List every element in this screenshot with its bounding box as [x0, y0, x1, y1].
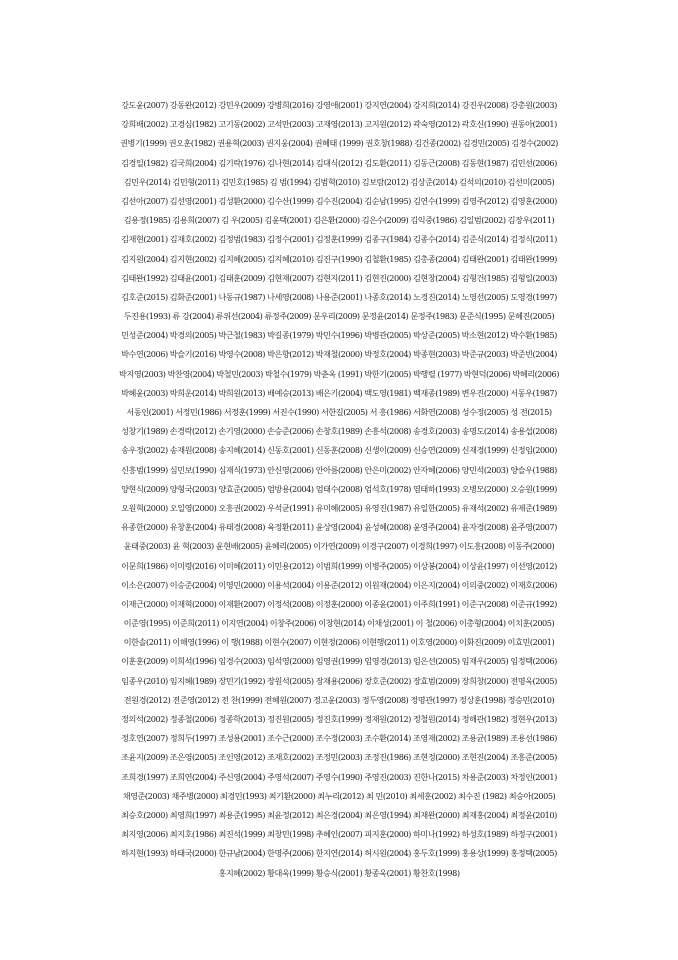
name-list-line: 김지원(2004) 김지현(2002) 김지혜(2005) 김지혜(2010) 김진구(1990) 김철환(1985) 김총종(2004) 김태완(2001) 김태완(1999) [121, 253, 557, 264]
name-list-line: 강도윤(2007) 강동완(2012) 강민우(2009) 강병희(2016) 강영애(2001) 강지연(2004) 강지희(2014) 강진우(2008) 강총원(2003) [121, 100, 557, 110]
name-list-line: 김민우(2014) 김민형(2011) 김민호(1985) 김 범(1994) 김범혁(2010) 김보람(2012) 김상준(2014) 김석의(2010) 김선미(2005) [123, 176, 555, 187]
name-list-line: 하지현(1993) 하태국(2000) 한규남(2004) 한명주(2006) 한지연(2014) 허시원(2004) 홍두호(1999) 홍용상(1999) 홍정택(2005) [121, 848, 557, 859]
name-list-line: 김경일(1982) 김국희(2004) 김기락(1976) 김나현(2014) 김대식(2012) 김도환(2011) 김동근(2008) 김동현(1987) 김민선(2006) [121, 157, 557, 168]
name-list-line: 성창기(1989) 손경락(2012) 손기영(2000) 손승준(2006) 손창호(1989) 손흥석(2008) 송경호(2003) 송명도(2014) 송용섭(2008) [121, 426, 557, 437]
name-list-line: 이재근(2000) 이재혁(2000) 이재환(2007) 이정석(2008) 이정훈(2000) 이종윤(2001) 이주희(1991) 이준구(2008) 이준규(1992) [121, 598, 557, 609]
name-list-line: 김선아(2007) 김선영(2001) 김성환(2000) 김수산(1999) 김수진(2004) 김순남(1995) 김연수(1999) 김영주(2012) 김영훈(2000) [121, 195, 557, 206]
name-list-line: 전원경(2012) 전준영(2012) 전 찬(1999) 전혜원(2007) 정고윤(2003) 정두영(2008) 정명관(1997) 정상훈(1998) 정승민(2010) [123, 694, 555, 705]
name-list-line: 이훈훈(2009) 이희석(1996) 임경수(2003) 임석영(2000) 임영권(1999) 임영경(2013) 임은선(2005) 임재우(2005) 임정택(2006) [121, 656, 557, 667]
name-list-line: 두진용(1993) 류 강(2004) 류위선(2004) 류정주(2009) 문우리(2009) 문정윤(2014) 문정주(1983) 문준식(1995) 문혜진(2005) [123, 311, 555, 322]
name-list-line: 박지영(2003) 박찬영(2004) 박철민(2003) 박철수(1979) 박춘옥 (1991) 박한기(2005) 박행렬 (1977) 박현덕(2006) 박혜리(2006) [119, 368, 559, 379]
name-list-line: 김호준(2015) 김화준(2001) 나동규(1987) 나세영(2008) 나용준(2001) 나종호(2014) 노경진(2014) 노영선(2005) 도영경(1997) [121, 291, 557, 302]
name-list-line: 최지영(2006) 최지호(1986) 최진석(1999) 최창민(1998) 추혜인(2007) 피지훈(2000) 하미나(1992) 하성호(1989) 하정구(2001) [121, 829, 557, 840]
name-list-line: 김태완(1992) 김태윤(2001) 김태훈(2009) 김현재(2007) 김현지(2011) 김현진(2000) 김현창(2004) 김형건(1985) 김형일(2003) [121, 272, 557, 283]
name-list-line: 김재현(2001) 김재호(2002) 김정범(1983) 김정수(2001) 김정훈(1999) 김종구(1984) 김종수(2014) 김준식(2014) 김정식(2011) [121, 234, 557, 245]
name-list-line: 이문희(1986) 이미령(2016) 이미혜(2011) 이민용(2012) 이범희(1999) 이병주(2005) 이상봉(2004) 이상윤(1997) 이선영(2012) [121, 560, 557, 571]
name-list-line: 강희배(2002) 고경심(1982) 고기동(2002) 고석만(2003) 고재영(2013) 고지원(2012) 곽숙영(2012) 곽호신(1990) 권동아(2001) [121, 119, 557, 130]
name-list-line: 윤태중(2003) 윤 혁(2003) 윤현배(2005) 윤혜리(2005) 이가연(2009) 이경구(2007) 이경희(1997) 이도흥(2008) 이동주(2000) [123, 541, 555, 552]
name-list-line: 이준영(1995) 이준희(2011) 이지연(2004) 이창주(2006) 이창현(2014) 이채성(2001) 이 철(2006) 이총형(2004) 이치훈(2005) [123, 618, 555, 629]
name-list-line: 권병기(1999) 권오훈(1982) 권용혁(2003) 권지웅(2004) 권혜태 (1999) 권호창(1988) 김건종(2002) 김경민(2005) 김경수(2002) [120, 138, 558, 149]
name-list-line: 유종한(2000) 유창훈(2004) 유태경(2008) 육정환(2011) 윤상영(2004) 윤성혜(2008) 윤영주(2004) 윤자경(2008) 윤주영(2007) [121, 522, 557, 533]
name-list-line: 조윤지(2009) 조은영(2005) 조인영(2012) 조재호(2002) 조정민(2003) 조정진(1986) 조현정(2000) 조현진(2004) 조흥준(2005) [121, 752, 557, 763]
name-list-line: 홍지혜(2002) 황대욱(1999) 황승식(2001) 황종욱(2001) 황찬호(1998) [218, 867, 460, 878]
name-list-line: 임종우(2010) 임지혜(1989) 장민기(1992) 장원석(2005) 장재용(2006) 장호준(2002) 장효범(2009) 장희창(2000) 전명욱(2005) [121, 675, 557, 686]
name-list-line: 조희경(1997) 조희연(2004) 주신영(2004) 주영석(2007) 주영수(1990) 주영진(2003) 진한나(2015) 차용준(2003) 차정인(2001) [121, 771, 557, 782]
name-list [62, 96, 616, 883]
name-list-line: 송우정(2002) 송재원(2008) 송지혜(2014) 신동호(2001) 신동훈(2008) 신생이(2009) 신승연(2009) 신재경(1999) 신정임(2000) [121, 445, 557, 456]
name-list-line: 박혜윤(2003) 박희운(2014) 박희원(2013) 배예승(2013) 배은기(2004) 백도영(1981) 백재종(1989) 변우진(2000) 서동우(1987) [121, 387, 557, 398]
name-list-line: 채영준(2003) 채주병(2000) 최경민(1993) 최기환(2000) 최누리(2012) 최 민(2010) 최세훈(2002) 최수진 (1982) 최승아(2005) [122, 790, 556, 801]
name-list-line: 박수연(2006) 박슬기(2016) 박영수(2008) 박은향(2012) 박재철(2000) 박정호(2004) 박종현(2003) 박준규(2003) 박준빈(2004) [121, 349, 557, 360]
name-list-line: 이한솔(2011) 이해영(1996) 이 행(1988) 이현수(2007) 이현정(2006) 이현행(2011) 이호영(2000) 이화진(2009) 이효민(2001) [123, 637, 555, 648]
name-list-line: 양현식(2009) 양형국(2003) 양효준(2005) 엄방용(2004) 엄태수(2008) 엄석호(1978) 염태하(1993) 오병모(2000) 오승원(1999) [121, 483, 557, 494]
name-list-line: 이소은(2007) 이승준(2004) 이영민(2000) 이용석(2004) 이용준(2012) 이원재(2004) 이은지(2004) 이의중(2002) 이재호(2006) [121, 579, 557, 590]
name-list-line: 김용정(1985) 김용희(2007) 김 우(2005) 김윤택(2001) 김은환(2000) 김은수(2009) 김익중(1986) 김일범(2002) 김장우(2011) [123, 215, 555, 226]
name-list-line: 오원혁(2000) 오일영(2000) 오흥권(2002) 우석균(1991) 유미혜(2005) 유영진(1987) 유일한(2005) 유재석(2002) 유제준(1989) [121, 502, 557, 513]
name-list-line: 서동인(2001) 서정민(1986) 서정훈(1999) 서진수(1990) 서한길(2005) 서 흥(1986) 서화연(2008) 성수정(2005) 성 전(2015) [126, 407, 552, 417]
name-list-line: 최승호(2000) 최영희(1997) 최용준(1995) 최윤정(2012) 최은경(2004) 최은영(1994) 최재완(2000) 최재홍(2004) 최정윤(2010) [121, 809, 557, 820]
name-list-line: 정호연(2007) 정희두(1997) 조성용(2001) 조수근(2000) 조수정(2003) 조수환(2014) 조영재(2002) 조용균(1989) 조용선(1986) [121, 733, 557, 744]
name-list-line: 민성준(2004) 박경의(2005) 박근철(1983) 박길종(1979) 박민수(1996) 박병관(2005) 박상준(2005) 박소현(2012) 박수환(1985) [121, 330, 557, 341]
name-list-line: 정의석(2002) 정종철(2006) 정종학(2013) 정진원(2005) 정진호(1999) 정재원(2012) 정철원(2014) 정해관(1982) 정현우(2013) [121, 714, 557, 724]
name-list-line: 신흥범(1999) 심민보(1990) 심재식(1973) 안신영(2006) 안아름(2008) 안은미(2002) 안자혜(2006) 양민석(2003) 양슬우(1988) [121, 464, 557, 475]
